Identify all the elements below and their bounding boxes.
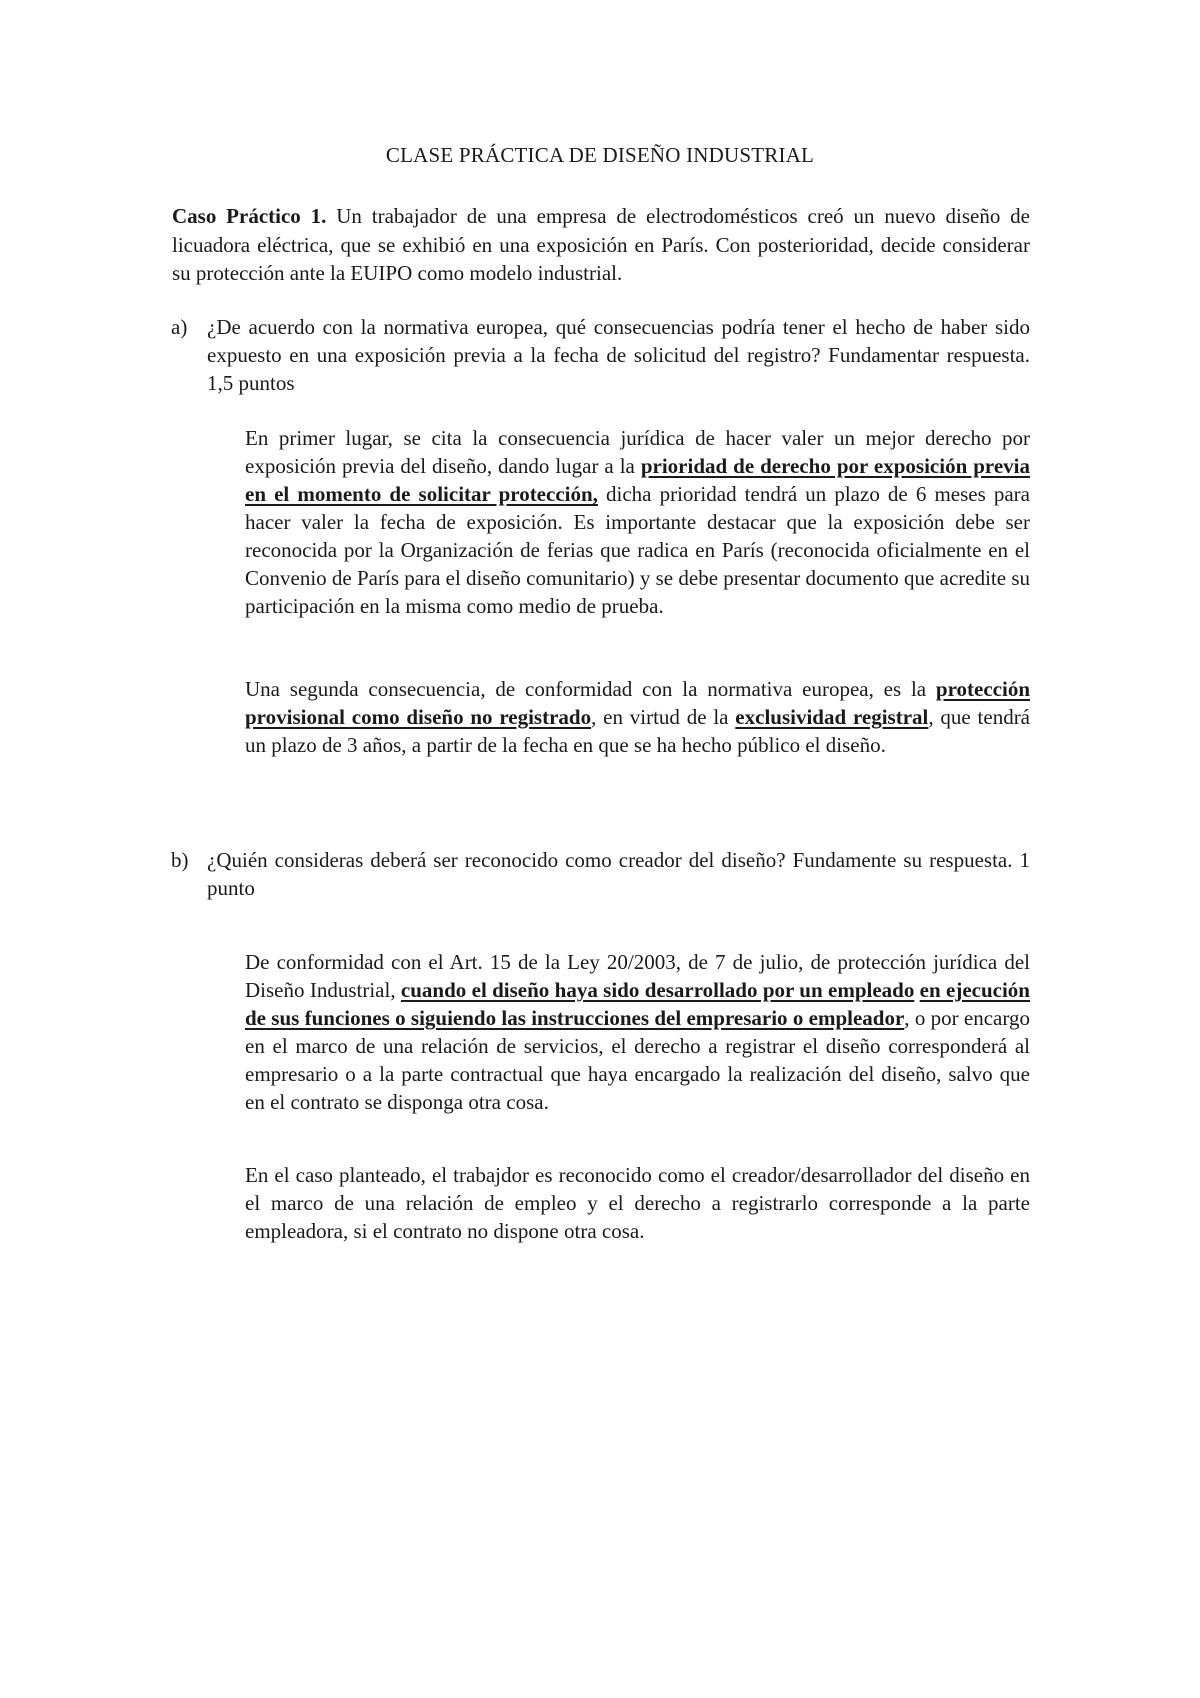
answer-b1-underlined-1: cuando el diseño haya sido desarrollado por un empleado [400,978,915,1002]
question-a-label: a) [171,315,188,339]
answer-a1-text-1: En primer lugar, se cita la consecuencia jurídica de hacer valer un mejor derecho por exposición previa del diseño, dando lugar a la [245,426,1030,478]
question-a-text: ¿De acuerdo con la normativa europea, qué consecuencias podría tener el hecho de haber sido expuesto en una exposición previa a la fecha de solicitud del registro? Fundamentar respuesta. 1,5 puntos [207,315,1030,396]
answer-b1-text-1: De conformidad con el Art. 15 de la Ley 20/2003, de 7 de julio, de protección jurídica del Diseño Industrial, [245,950,1030,1002]
answer-a1-text-2: dicha prioridad tendrá un plazo de 6 meses para hacer valer la fecha de exposición. Es importante destacar que la exposición debe ser reconocida por la Organización de ferias que radica en París (reconocida oficialmente en el Convenio de París para el diseño comunitario) y se debe presentar documento que acredite su participación en la misma como medio de prueba. [245,482,1030,618]
question-b [171,846,1030,902]
answer-b-paragraph-2: En el caso planteado, el trabajdor es reconocido como el creador/desarrollador del diseño en el marco de una relación de empleo y el derecho a registrarlo corresponde a la parte empleadora, si el contrato no dispone otra cosa. [245,1163,1030,1243]
answer-a2-text-2: , en virtud de la [591,705,736,729]
answer-a2-text-3: , que tendrá un plazo de 3 años, a partir de la fecha en que se ha hecho público el diseño. [245,705,1031,757]
answer-a1-underlined-1: prioridad de derecho por exposición previa en el momento de solicitar protección, [245,454,1030,506]
answer-a2-underlined-2: exclusividad registral [735,705,929,729]
case-label: Caso Práctico 1. [172,204,327,228]
answer-a2-underlined-1: protección provisional como diseño no registrado [245,677,1030,729]
answer-b1-text-3: , o por encargo en el marco de una relación de servicios, el derecho a registrar el diseño corresponderá al empresario o a la parte contractual que haya encargado la realización del diseño, salvo que en el contrato se disponga otra cosa. [245,1006,1030,1114]
document-title: CLASE PRÁCTICA DE DISEÑO INDUSTRIAL [385,143,815,167]
answer-a-paragraph-1 [245,424,1030,620]
answer-a2-text-1: Una segunda consecuencia, de conformidad con la normativa europea, es la [245,677,936,701]
question-a [171,313,1030,398]
answer-a-paragraph-2 [245,675,1030,759]
question-b-label: b) [171,848,189,872]
answer-b1-underlined-2: en ejecución de sus funciones o siguiendo las instrucciones del empresario o empleador [245,978,1030,1030]
question-b-text: ¿Quién consideras deberá ser reconocido como creador del diseño? Fundamente su respuesta. 1 punto [207,848,1030,901]
case-intro-paragraph [172,202,1030,288]
case-text: Un trabajador de una empresa de electrodomésticos creó un nuevo diseño de licuadora eléctrica, que se exhibió en una exposición en París. Con posterioridad, decide considerar su protección ante la EUIPO como modelo industrial. [172,204,1030,285]
answer-b-paragraph-1 [245,948,1030,1116]
